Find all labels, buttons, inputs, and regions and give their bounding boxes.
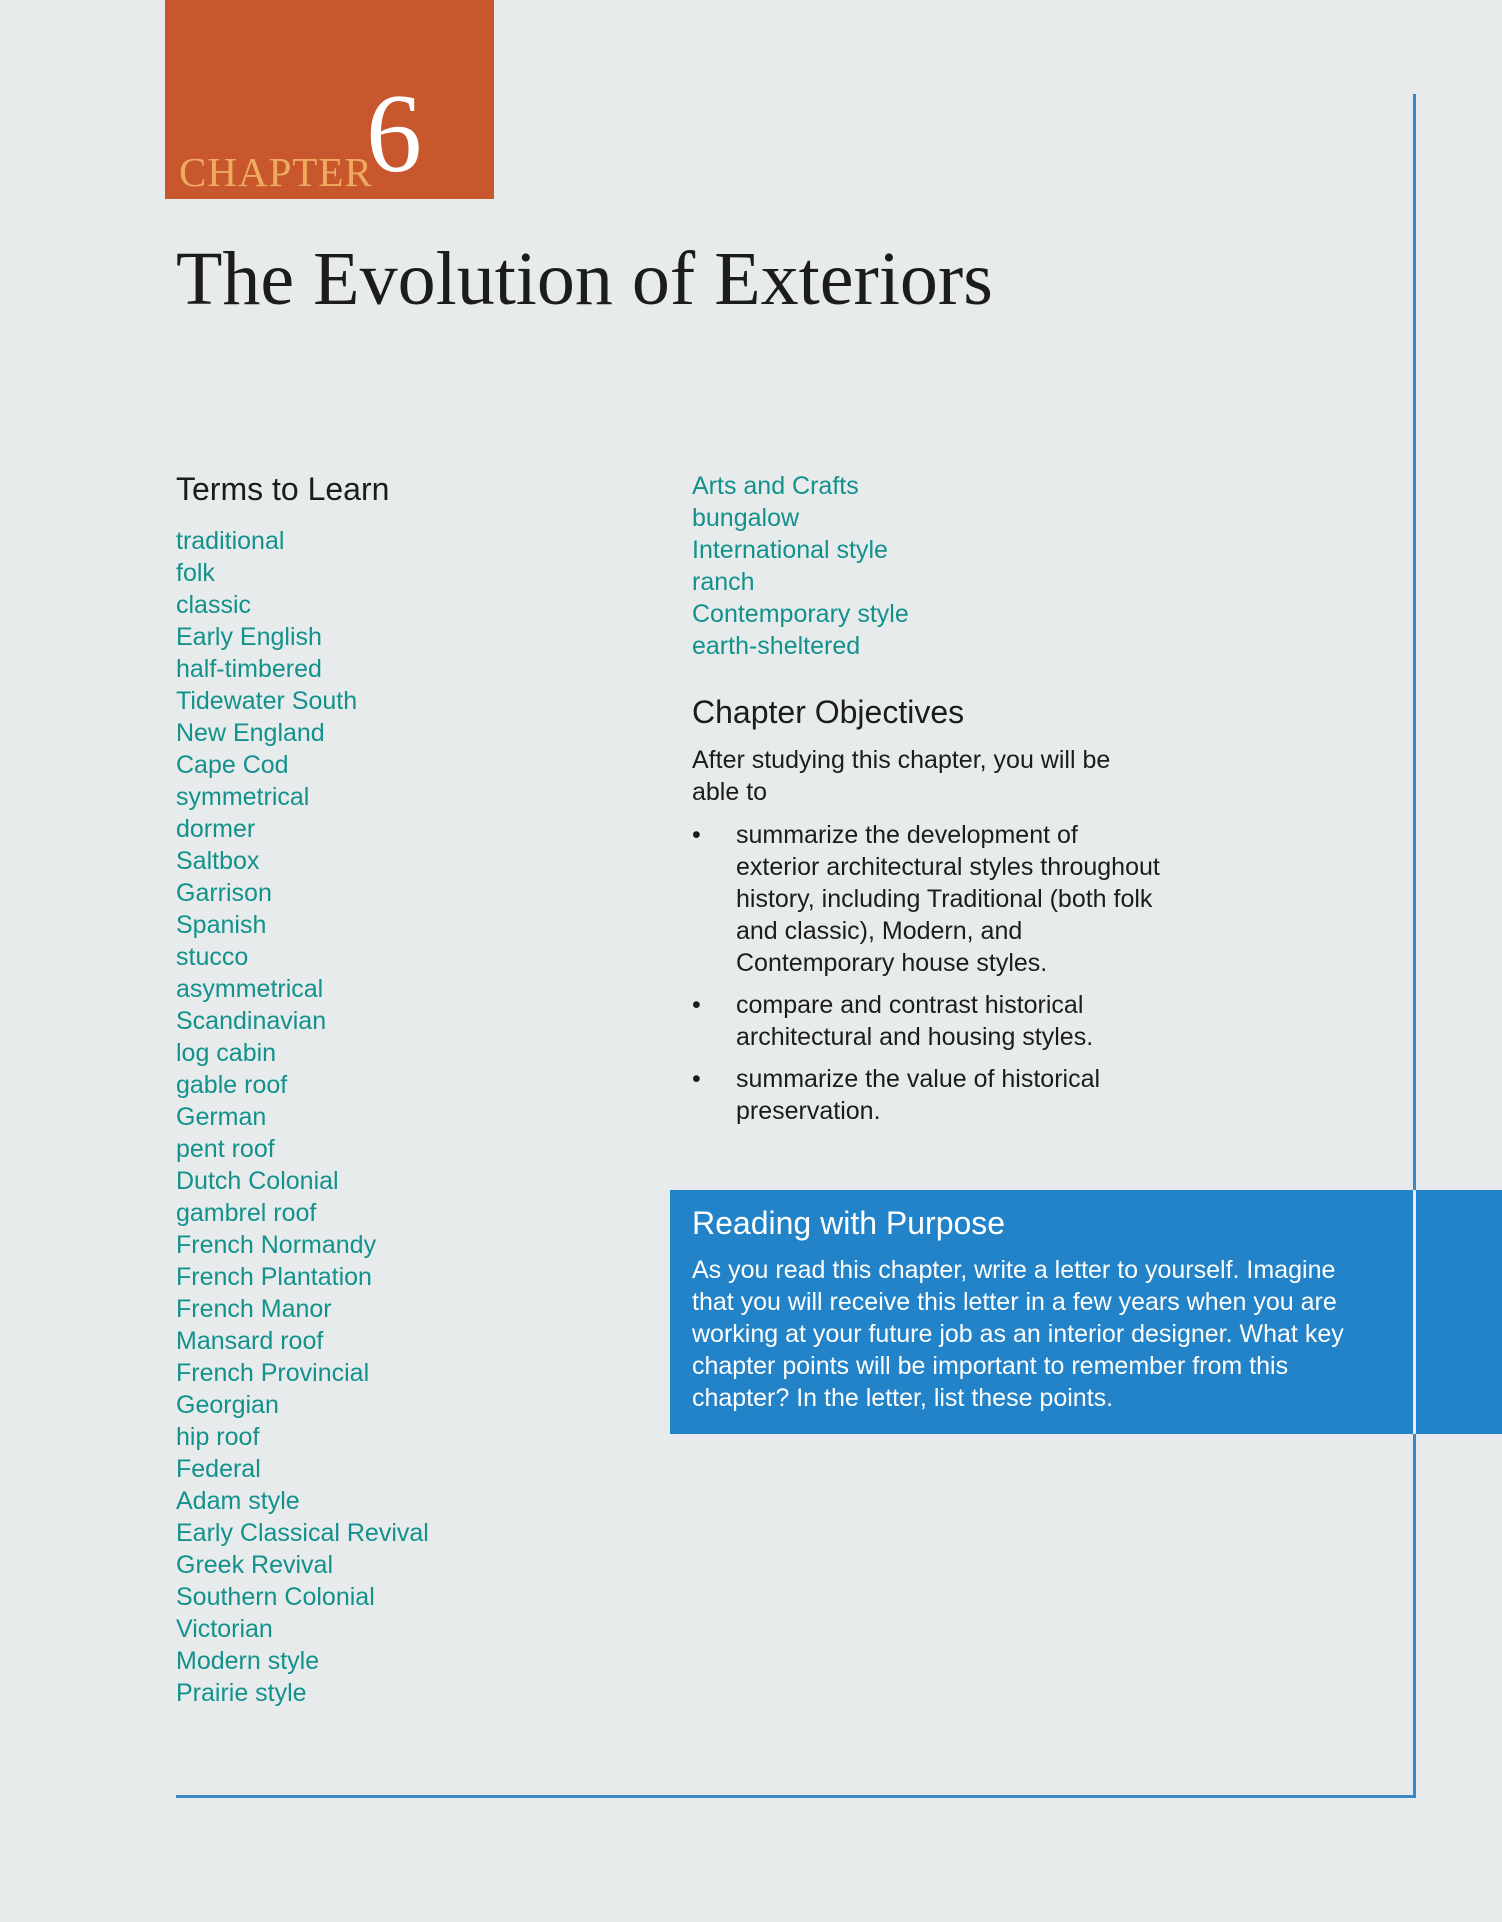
objectives-list <box>692 819 1162 1137</box>
bullet-icon: • <box>692 821 701 849</box>
term-item: Adam style <box>176 1487 300 1515</box>
objective-text: summarize the development of exterior architectural styles throughout history, including Traditional (both folk and classic), Modern, and Contemporary house styles. <box>736 821 1160 977</box>
box-divider-rule <box>1413 1190 1416 1434</box>
term-item: Federal <box>176 1455 261 1483</box>
term-item: Saltbox <box>176 847 260 875</box>
objective-item <box>692 1063 1162 1127</box>
term-item: dormer <box>176 815 256 843</box>
chapter-number: 6 <box>366 72 422 196</box>
term-item: Modern style <box>176 1647 320 1675</box>
bullet-icon: • <box>692 1065 701 1093</box>
objectives-heading: Chapter Objectives <box>692 694 965 730</box>
term-item: symmetrical <box>176 783 310 811</box>
term-item: gambrel roof <box>176 1199 317 1227</box>
term-item: stucco <box>176 943 249 971</box>
reading-text: As you read this chapter, write a letter to yourself. Imagine that you will receive this letter in a few years when you are working at your future job as an interior designer. What key chapter points will be important to remember from this chapter? In the letter, list these points. <box>692 1256 1344 1413</box>
objective-item <box>692 819 1162 979</box>
terms-list-right <box>692 470 909 662</box>
term-item: Victorian <box>176 1615 273 1643</box>
term-item: Early Classical Revival <box>176 1519 429 1547</box>
term-item: half-timbered <box>176 655 322 683</box>
term-item: ranch <box>692 568 755 596</box>
term-item: bungalow <box>692 504 800 532</box>
term-item: asymmetrical <box>176 975 324 1003</box>
term-item: New England <box>176 719 325 747</box>
right-margin-rule <box>1413 94 1416 1798</box>
term-item: Contemporary style <box>692 600 909 628</box>
term-item: gable roof <box>176 1071 288 1099</box>
term-item: classic <box>176 591 252 619</box>
term-item: traditional <box>176 527 285 555</box>
term-item: French Plantation <box>176 1263 372 1291</box>
term-item: Tidewater South <box>176 687 358 715</box>
objectives-intro: After studying this chapter, you will be able to <box>692 746 1111 806</box>
chapter-label: CHAPTER <box>179 149 373 195</box>
bottom-margin-rule <box>176 1795 1416 1798</box>
term-item: French Normandy <box>176 1231 377 1259</box>
term-item: Prairie style <box>176 1679 307 1707</box>
term-item: French Manor <box>176 1295 332 1323</box>
term-item: Southern Colonial <box>176 1583 375 1611</box>
term-item: Cape Cod <box>176 751 289 779</box>
term-item: International style <box>692 536 888 564</box>
term-item: Spanish <box>176 911 267 939</box>
terms-heading: Terms to Learn <box>176 471 390 507</box>
term-item: Dutch Colonial <box>176 1167 339 1195</box>
term-item: Early English <box>176 623 322 651</box>
term-item: Greek Revival <box>176 1551 333 1579</box>
term-item: hip roof <box>176 1423 260 1451</box>
term-item: Mansard roof <box>176 1327 324 1355</box>
term-item: Arts and Crafts <box>692 472 859 500</box>
reading-with-purpose-box <box>670 1190 1502 1434</box>
page-title: The Evolution of Exteriors <box>176 237 993 321</box>
term-item: Georgian <box>176 1391 279 1419</box>
bullet-icon: • <box>692 991 701 1019</box>
term-item: folk <box>176 559 215 587</box>
objective-text: summarize the value of historical preservation. <box>736 1065 1101 1125</box>
term-item: Garrison <box>176 879 272 907</box>
term-item: German <box>176 1103 267 1131</box>
term-item: earth-sheltered <box>692 632 861 660</box>
terms-list-left <box>176 525 429 1709</box>
objective-item <box>692 989 1162 1053</box>
term-item: pent roof <box>176 1135 275 1163</box>
term-item: French Provincial <box>176 1359 370 1387</box>
term-item: log cabin <box>176 1039 277 1067</box>
reading-heading: Reading with Purpose <box>692 1205 1006 1241</box>
term-item: Scandinavian <box>176 1007 327 1035</box>
objective-text: compare and contrast historical architectural and housing styles. <box>736 991 1094 1051</box>
